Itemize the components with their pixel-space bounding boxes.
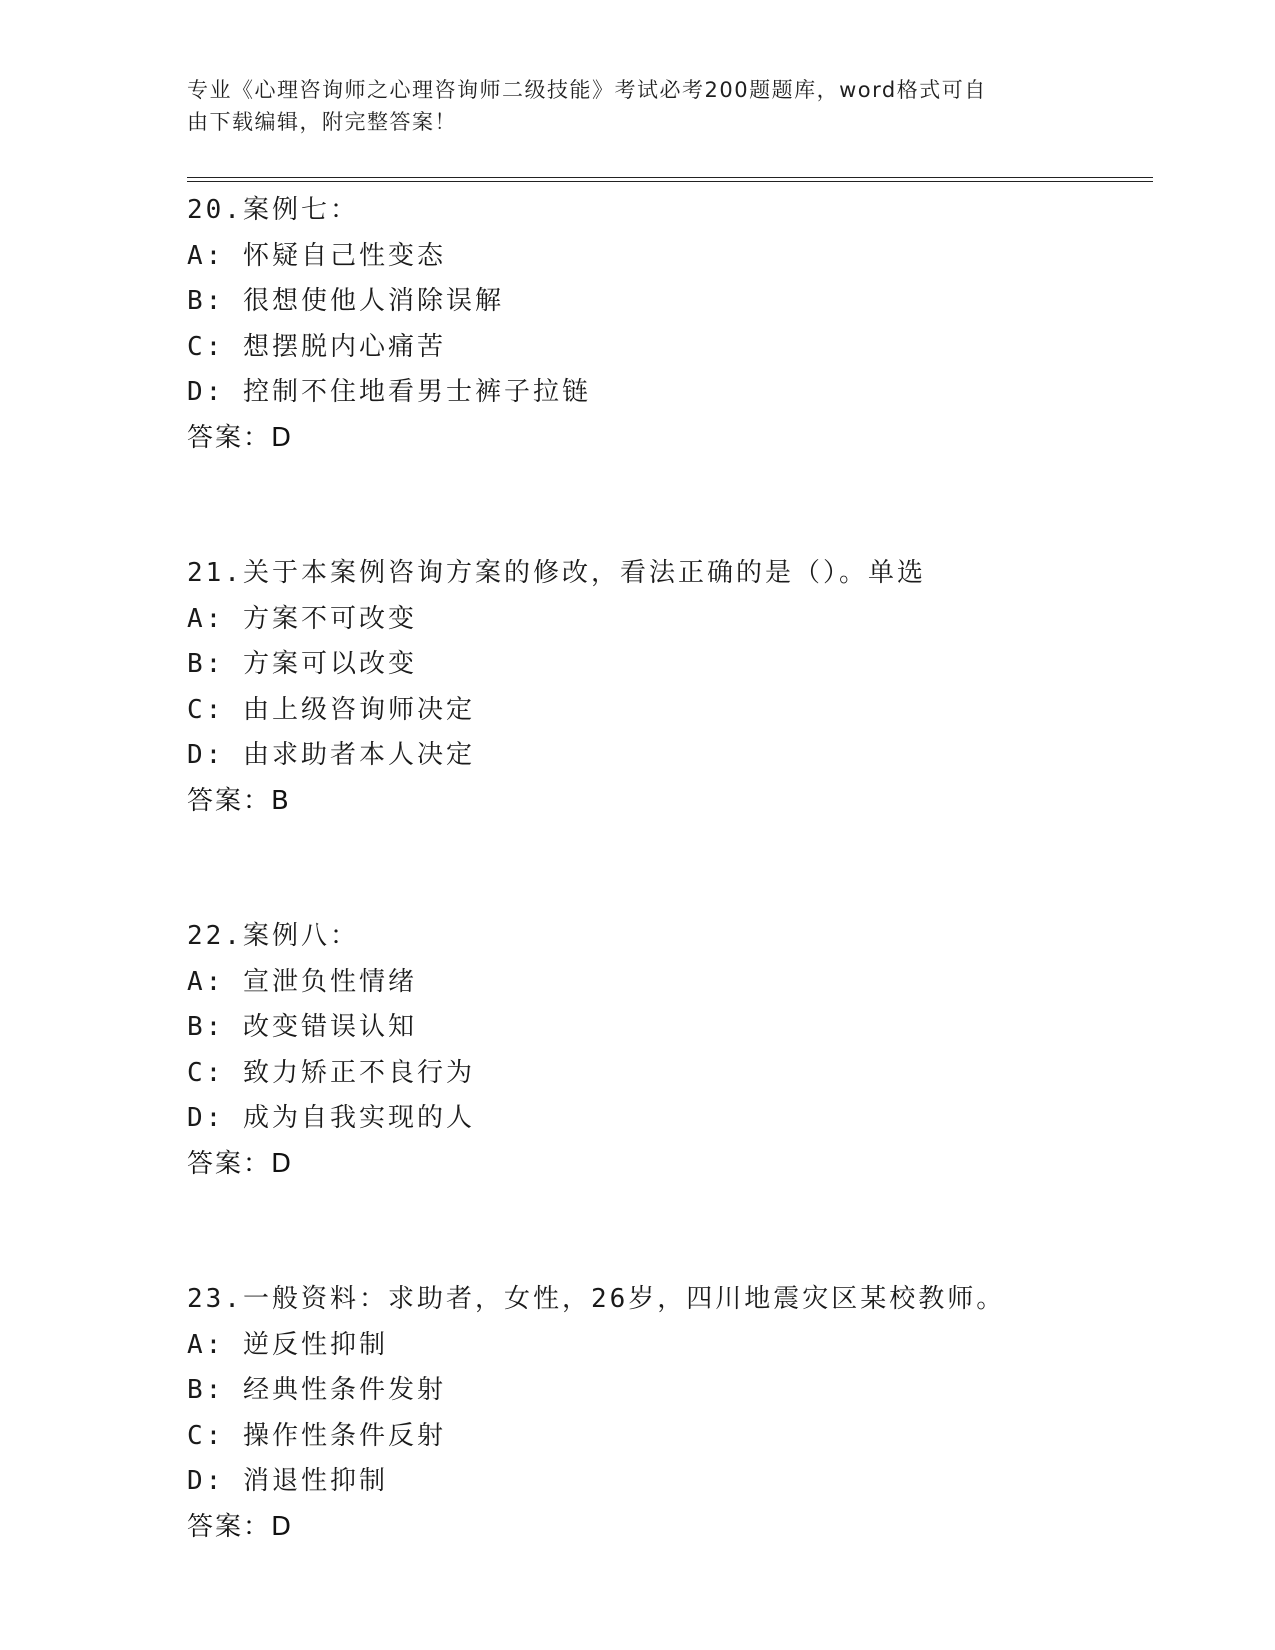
option-b: B: 改变错误认知 xyxy=(187,1012,417,1042)
header-double-rule xyxy=(187,177,1153,182)
header-line-2: 由下载编辑，附完整答案！ xyxy=(187,110,457,134)
answer-line: 答案：D xyxy=(187,1148,294,1179)
document-header xyxy=(187,74,1067,138)
option-a: A: 逆反性抑制 xyxy=(187,1329,388,1360)
option-c: C: 由上级咨询师决定 xyxy=(187,694,475,725)
question-spacer xyxy=(187,824,1147,914)
option-a: A: 怀疑自己性变态 xyxy=(187,240,446,271)
option-a: A: 宣泄负性情绪 xyxy=(187,966,417,997)
question-20 xyxy=(187,188,1147,461)
option-d: D: 消退性抑制 xyxy=(187,1466,388,1496)
option-b: B: 方案可以改变 xyxy=(187,649,417,679)
option-d: D: 成为自我实现的人 xyxy=(187,1103,475,1133)
question-23 xyxy=(187,1277,1147,1550)
option-c: C: 操作性条件反射 xyxy=(187,1420,446,1451)
question-stem: 23.一般资料：求助者，女性，26岁，四川地震灾区某校教师。 xyxy=(187,1284,1006,1314)
option-c: C: 致力矫正不良行为 xyxy=(187,1057,475,1088)
answer-line: 答案：B xyxy=(187,785,291,816)
option-b: B: 经典性条件发射 xyxy=(187,1375,446,1405)
question-stem: 22.案例八： xyxy=(187,921,359,951)
question-21 xyxy=(187,551,1147,824)
question-spacer xyxy=(187,461,1147,551)
question-stem: 21.关于本案例咨询方案的修改，看法正确的是（）。单选 xyxy=(187,558,926,588)
header-line-1: 专业《心理咨询师之心理咨询师二级技能》考试必考200题题库，word格式可自 xyxy=(187,78,987,102)
option-a: A: 方案不可改变 xyxy=(187,603,417,634)
question-list xyxy=(187,188,1147,1550)
option-d: D: 控制不住地看男士裤子拉链 xyxy=(187,377,591,407)
answer-line: 答案：D xyxy=(187,1511,294,1542)
question-stem: 20.案例七： xyxy=(187,195,359,225)
answer-line: 答案：D xyxy=(187,422,294,453)
question-spacer xyxy=(187,1187,1147,1277)
option-c: C: 想摆脱内心痛苦 xyxy=(187,331,446,362)
option-d: D: 由求助者本人决定 xyxy=(187,740,475,770)
option-b: B: 很想使他人消除误解 xyxy=(187,286,504,316)
question-22 xyxy=(187,914,1147,1187)
